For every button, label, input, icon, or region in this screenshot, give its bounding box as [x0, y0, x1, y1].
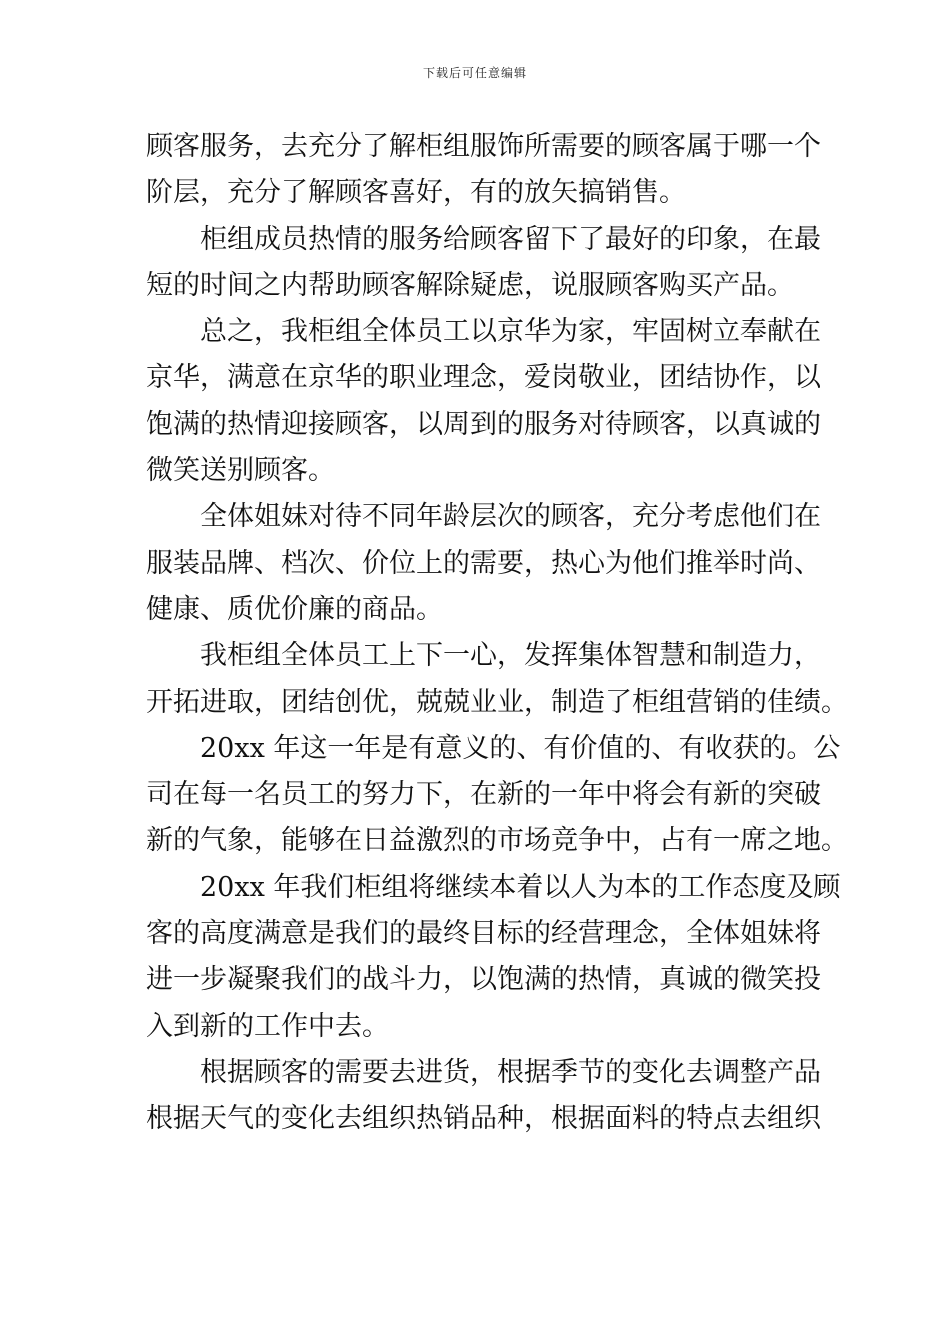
text-line: 短的时间之内帮助顾客解除疑虑，说服顾客购买产品。 [146, 269, 794, 301]
text-line: 总之，我柜组全体员工以京华为家，牢固树立奉献在 [200, 316, 821, 348]
text-line: 全体姐妹对待不同年龄层次的顾客，充分考虑他们在 [200, 501, 821, 533]
text-line: 微笑送别顾客。 [146, 455, 335, 487]
paragraph [146, 633, 848, 726]
paragraph [146, 865, 841, 1050]
text-line: 新的气象，能够在日益激烈的市场竞争中，占有一席之地。 [146, 825, 848, 857]
text-line: 柜组成员热情的服务给顾客留下了最好的印象，在最 [200, 223, 821, 255]
text-line: 20xx 年这一年是有意义的、有价值的、有收获的。公 [200, 732, 841, 764]
paragraph [146, 494, 821, 633]
text-line: 饱满的热情迎接顾客，以周到的服务对待顾客，以真诚的 [146, 408, 821, 440]
paragraph [146, 726, 848, 865]
text-line: 客的高度满意是我们的最终目标的经营理念，全体姐妹将 [146, 918, 821, 950]
text-line: 阶层，充分了解顾客喜好，有的放矢搞销售。 [146, 177, 686, 209]
page-header: 下载后可任意编辑 [422, 66, 527, 80]
text-line: 根据顾客的需要去进货，根据季节的变化去调整产品 [200, 1056, 821, 1088]
text-line: 服装品牌、档次、价位上的需要，热心为他们推举时尚、 [146, 547, 821, 579]
text-line: 进一步凝聚我们的战斗力，以饱满的热情，真诚的微笑投 [146, 964, 821, 996]
paragraph [146, 1050, 821, 1143]
document-body [146, 124, 848, 1143]
text-line: 健康、质优价廉的商品。 [146, 593, 443, 625]
paragraph [146, 217, 821, 310]
text-line: 司在每一名员工的努力下，在新的一年中将会有新的突破 [146, 779, 821, 811]
text-line: 顾客服务，去充分了解柜组服饰所需要的顾客属于哪一个 [146, 131, 821, 162]
paragraph [146, 309, 821, 494]
text-line: 我柜组全体员工上下一心，发挥集体智慧和制造力， [200, 640, 821, 672]
text-line: 开拓进取，团结创优，兢兢业业，制造了柜组营销的佳绩。 [146, 686, 848, 718]
text-line: 入到新的工作中去。 [146, 1010, 389, 1042]
paragraph [146, 124, 821, 217]
text-line: 京华，满意在京华的职业理念，爱岗敬业，团结协作，以 [146, 362, 821, 394]
text-line: 20xx 年我们柜组将继续本着以人为本的工作态度及顾 [200, 871, 841, 903]
text-line: 根据天气的变化去组织热销品种，根据面料的特点去组织 [146, 1103, 821, 1135]
